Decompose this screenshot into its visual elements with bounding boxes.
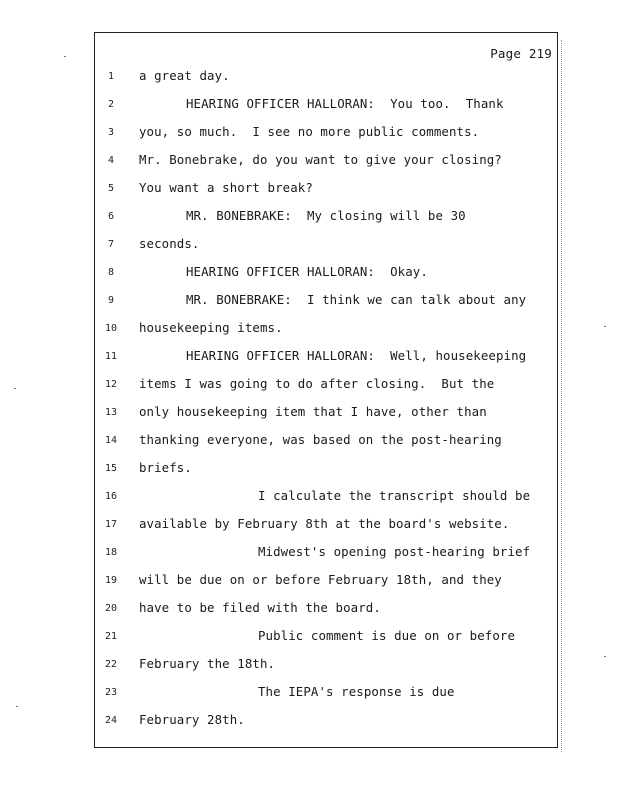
line-number: 22 — [104, 659, 118, 670]
line-number: 11 — [104, 351, 118, 362]
transcript-line — [0, 404, 618, 422]
transcript-line — [0, 180, 618, 198]
line-number: 6 — [107, 211, 115, 222]
line-text: thanking everyone, was based on the post-hearing — [139, 432, 502, 447]
line-text: only housekeeping item that I have, other than — [139, 404, 487, 419]
transcript-line — [0, 68, 618, 86]
line-text: February 28th. — [139, 712, 245, 727]
transcript-line — [0, 432, 618, 450]
scan-speck — [64, 56, 66, 57]
line-number: 13 — [104, 407, 118, 418]
line-number: 23 — [104, 687, 118, 698]
line-number: 9 — [107, 295, 115, 306]
transcript-line — [0, 600, 618, 618]
line-number: 8 — [107, 267, 115, 278]
transcript-line — [0, 628, 618, 646]
transcript-line — [0, 684, 618, 702]
transcript-line — [0, 376, 618, 394]
line-number: 5 — [107, 183, 115, 194]
line-text: available by February 8th at the board's website. — [139, 516, 510, 531]
line-text: briefs. — [139, 460, 192, 475]
scan-speck — [16, 706, 18, 707]
line-text: I calculate the transcript should be — [258, 488, 531, 503]
line-text: have to be filed with the board. — [139, 600, 381, 615]
transcript-line — [0, 348, 618, 366]
scan-speck — [604, 326, 606, 327]
line-text: February the 18th. — [139, 656, 276, 671]
line-number: 18 — [104, 547, 118, 558]
line-text: will be due on or before February 18th, and they — [139, 572, 502, 587]
page-number: Page 219 — [490, 46, 552, 61]
transcript-line — [0, 208, 618, 226]
line-number: 7 — [107, 239, 115, 250]
transcript-line — [0, 152, 618, 170]
line-text: Midwest's opening post-hearing brief — [258, 544, 531, 559]
transcript-line — [0, 320, 618, 338]
line-text: a great day. — [139, 68, 230, 83]
line-number: 16 — [104, 491, 118, 502]
line-number: 15 — [104, 463, 118, 474]
line-number: 21 — [104, 631, 118, 642]
line-number: 12 — [104, 379, 118, 390]
transcript-line — [0, 656, 618, 674]
line-number: 17 — [104, 519, 118, 530]
line-text: HEARING OFFICER HALLORAN: You too. Thank — [186, 96, 504, 111]
line-text: HEARING OFFICER HALLORAN: Well, housekeeping — [186, 348, 527, 363]
transcript-line — [0, 544, 618, 562]
line-number: 19 — [104, 575, 118, 586]
transcript-line — [0, 236, 618, 254]
line-text: Public comment is due on or before — [258, 628, 516, 643]
line-number: 24 — [104, 715, 118, 726]
transcript-line — [0, 460, 618, 478]
line-number: 20 — [104, 603, 118, 614]
line-number: 3 — [107, 127, 115, 138]
line-text: you, so much. I see no more public comments. — [139, 124, 480, 139]
transcript-line — [0, 488, 618, 506]
line-text: items I was going to do after closing. But the — [139, 376, 495, 391]
line-text: housekeeping items. — [139, 320, 283, 335]
line-text: MR. BONEBRAKE: My closing will be 30 — [186, 208, 466, 223]
transcript-line — [0, 516, 618, 534]
transcript-line — [0, 124, 618, 142]
line-text: HEARING OFFICER HALLORAN: Okay. — [186, 264, 428, 279]
line-text: The IEPA's response is due — [258, 684, 455, 699]
scan-speck — [14, 388, 16, 389]
line-number: 2 — [107, 99, 115, 110]
transcript-line — [0, 292, 618, 310]
transcript-line — [0, 712, 618, 730]
transcript-line — [0, 96, 618, 114]
line-number: 10 — [104, 323, 118, 334]
line-text: Mr. Bonebrake, do you want to give your closing? — [139, 152, 502, 167]
transcript-line — [0, 264, 618, 282]
line-number: 1 — [107, 71, 115, 82]
line-text: MR. BONEBRAKE: I think we can talk about any — [186, 292, 527, 307]
transcript-line — [0, 572, 618, 590]
line-number: 4 — [107, 155, 115, 166]
scan-speck — [604, 656, 606, 657]
line-number: 14 — [104, 435, 118, 446]
line-text: You want a short break? — [139, 180, 313, 195]
line-text: seconds. — [139, 236, 200, 251]
